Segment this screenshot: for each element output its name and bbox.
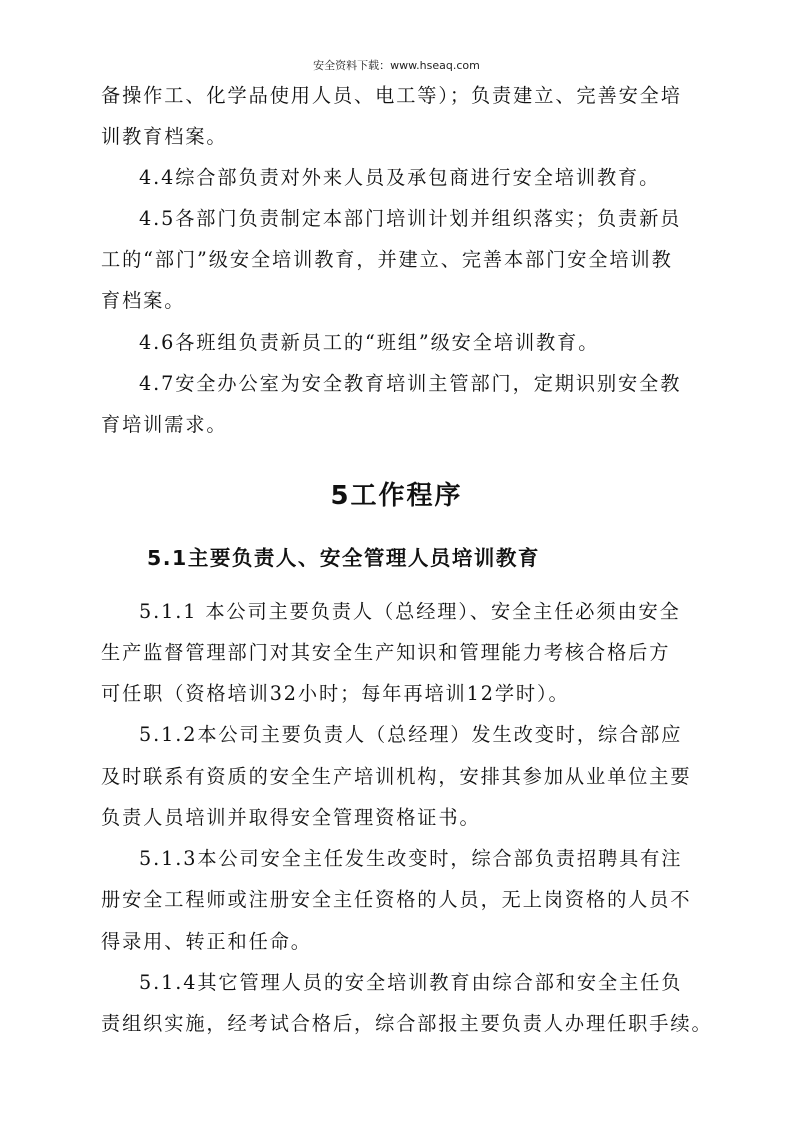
- section-title: 5工作程序: [330, 481, 463, 511]
- clause-5-1-4: 5.1.4其它管理人员的安全培训教育由综合部和安全主任负: [139, 971, 683, 994]
- paragraph-line: 育培训需求。: [101, 413, 228, 436]
- paragraph-line: 负责人员培训并取得安全管理资格证书。: [101, 806, 481, 829]
- clause-4-5: 4.5各部门负责制定本部门培训计划并组织落实；负责新员: [139, 207, 682, 230]
- clause-4-7: 4.7安全办公室为安全教育培训主管部门，定期识别安全教: [139, 372, 682, 395]
- paragraph-line: 及时联系有资质的安全生产培训机构，安排其参加从业单位主要: [101, 765, 692, 788]
- paragraph-line: 可任职（资格培训32小时；每年再培训12学时）。: [101, 682, 570, 705]
- clause-4-4: 4.4综合部负责对外来人员及承包商进行安全培训教育。: [139, 166, 661, 189]
- clause-5-1-2: 5.1.2本公司主要负责人（总经理）发生改变时，综合部应: [139, 723, 683, 746]
- page-header: 安全资料下载：www.hseaq.com: [313, 59, 480, 72]
- paragraph-line: 育档案。: [101, 289, 186, 312]
- clause-5-1-3: 5.1.3本公司安全主任发生改变时，综合部负责招聘具有注: [139, 847, 683, 870]
- paragraph-line: 责组织实施，经考试合格后，综合部报主要负责人办理任职手续。: [101, 1012, 713, 1035]
- paragraph-line: 训教育档案。: [101, 125, 228, 148]
- paragraph-line: 得录用、转正和任命。: [101, 930, 312, 953]
- subsection-title: 5.1主要负责人、安全管理人员培训教育: [147, 546, 540, 570]
- clause-5-1-1: 5.1.1 本公司主要负责人（总经理）、安全主任必须由安全: [139, 600, 681, 623]
- paragraph-line: 备操作工、化学品使用人员、电工等）；负责建立、完善安全培: [101, 84, 682, 107]
- clause-4-6: 4.6各班组负责新员工的“班组”级安全培训教育。: [139, 331, 600, 354]
- paragraph-line: 册安全工程师或注册安全主任资格的人员，无上岗资格的人员不: [101, 888, 692, 911]
- paragraph-line: 生产监督管理部门对其安全生产知识和管理能力考核合格后方: [101, 641, 671, 664]
- paragraph-line: 工的“部门”级安全培训教育，并建立、完善本部门安全培训教: [101, 248, 673, 271]
